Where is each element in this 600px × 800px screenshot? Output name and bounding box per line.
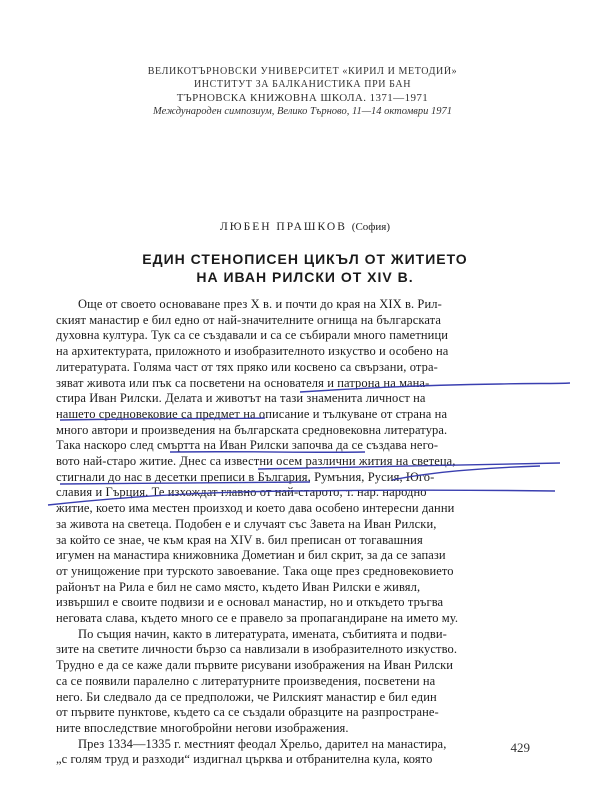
body-line: от унищожение при турското завоевание. Така още през средновековието (56, 563, 454, 578)
body-line: стигнали до нас в десетки преписи в България, Румъния, Русия, Юго- (56, 469, 435, 484)
body-line: него. Би следвало да се предположи, че Рилският манастир е бил един (56, 689, 437, 704)
body-line: стира Иван Рилски. Делата и животът на тази знаменита личност на (56, 391, 426, 406)
body-line: По същия начин, както в литературата, имената, събитията и подви- (78, 626, 447, 641)
institution-line: ВЕЛИКОТЪРНОВСКИ УНИВЕРСИТЕТ «КИРИЛ И МЕТОДИЙ» (147, 66, 458, 77)
body-line: литературата. Голяма част от тях пряко или косвено са свързани, отра- (56, 359, 438, 374)
body-line: от първите пунктове, където са се създали образците на разпростране- (56, 705, 439, 720)
body-line: духовна култура. Тук са се създавали и са се събирали много паметници (56, 328, 449, 343)
body-line: зяват живота или пък са посветени на основателя и патрона на мана- (56, 375, 430, 390)
author-affiliation: (София) (351, 221, 391, 233)
body-line: ните впоследствие многобройни негови изображения. (56, 720, 349, 735)
body-line: вото най-старо житие. Днес са известни осем различни жития на светеца, (56, 454, 456, 468)
author-name: ЛЮБЕН ПРАШКОВ (219, 221, 347, 233)
volume-title-line: ТЪРНОВСКА КНИЖОВНА ШКОЛА. 1371—1971 (176, 92, 429, 104)
body-line: славия и Гърция. Те изхождат главно от най-старото, т. нар. народно (56, 485, 427, 500)
page-number: 429 (510, 740, 530, 755)
body-line: игумен на манастира книжовника Дометиан и бил скрит, за да се запази (56, 548, 446, 563)
body-line: районът на Рила е бил не само място, където Иван Рилски е живял, (56, 579, 421, 594)
institute-line: ИНСТИТУТ ЗА БАЛКАНИСТИКА ПРИ БАН (193, 79, 412, 90)
body-line: ският манастир е бил едно от най-значителните огнища на българската (56, 312, 442, 327)
body-line: зите на светите личности бързо са навлизали в изобразителното изкуство. (56, 642, 458, 657)
body-line: за живота на светеца. Подобен е и случаят със Завета на Иван Рилски, (56, 516, 437, 531)
body-line: „с голям труд и разходи“ издигнал църква и отбранителна кула, която (56, 752, 433, 767)
body-line: са се появили паралелно с литературните произведения, посветени на (56, 673, 436, 688)
body-line: житие, което има местен произход и което дава особено интересни данни (56, 501, 455, 516)
body-line: извършил е своите подвизи и е основал манастир, но и откъдето тръгва (56, 595, 444, 610)
body-line: Още от своето основаване през X в. и почти до края на XIX в. Рил- (78, 297, 442, 311)
body-line: Трудно е да се каже дали първите рисувани изображения на Иван Рилски (56, 658, 454, 673)
body-line: много автори и произведения на българската средновековна литература. (56, 422, 448, 437)
body-line: неговата слава, където много се е правело за пропагандиране на името му. (56, 611, 459, 625)
body-line: През 1334—1335 г. местният феодал Хрельо, дарител на манастира, (78, 736, 447, 751)
body-line: Така наскоро след смъртта на Иван Рилски започва да се създава него- (56, 438, 439, 453)
body-line: за който се знае, че към края на XIV в. бил преписан от тогавашния (56, 532, 423, 547)
symposium-line: Международен симпозиум, Велико Търново, 11—14 октомври 1971 (153, 106, 452, 117)
body-line: нашето средновековие са предмет на описание и тълкуване от страна на (56, 406, 448, 421)
article-title-line-1: ЕДИН СТЕНОПИСЕН ЦИКЪЛ ОТ ЖИТИЕТО (142, 251, 468, 267)
article-title-line-2: НА ИВАН РИЛСКИ ОТ XIV В. (196, 269, 414, 285)
author-line (60, 221, 550, 233)
body-line: на архитектурата, приложното и изобразителното изкуство и особено на (56, 344, 449, 359)
